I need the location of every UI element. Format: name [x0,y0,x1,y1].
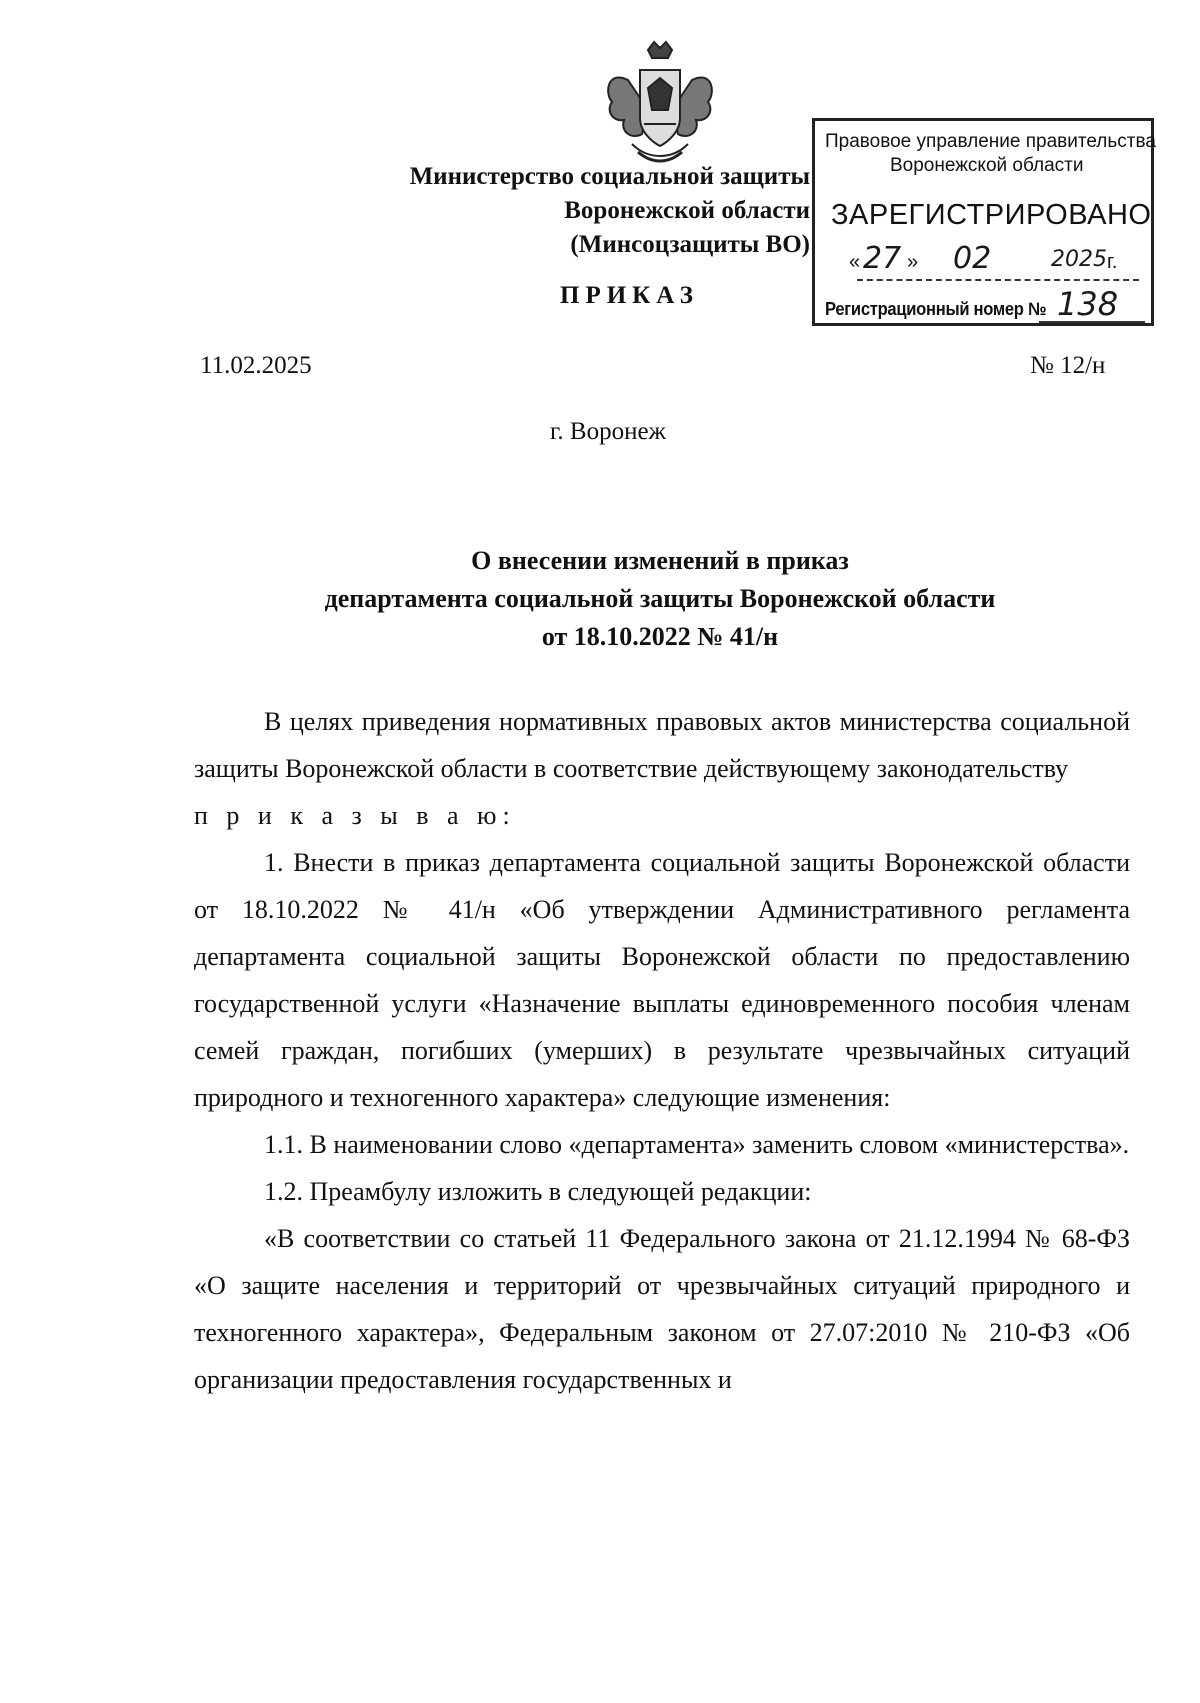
stamp-registration [825,285,1145,325]
body-paragraph-item1-2: 1.2. Преамбулу изложить в следующей редакции: [264,1177,812,1206]
document-type: ПРИКАЗ [560,282,699,309]
stamp-date: « 27 » 02 2025 г. [849,243,1149,283]
stamp-reg-number: 138 [1057,285,1119,323]
title-line2: департамента социальной защиты Воронежской области [324,584,996,613]
stamp-day: 27 [863,241,902,276]
body-paragraph-preamble: В целях приведения нормативных правовых актов министерства социальной защиты Воронежской области в соответствие действующему законодательству [194,707,1130,783]
org-name-line2: Воронежской области [564,197,810,224]
title-line1: О внесении изменений в приказ [471,546,849,575]
coat-of-arms-emblem [598,40,722,168]
title-line3: от 18.10.2022 № 41/н [541,622,779,651]
document-title [210,542,1110,656]
body-order-word: п р и к а з ы в а ю: [194,801,516,830]
document-city: г. Воронеж [550,418,666,445]
stamp-authority-line2: Воронежской области [890,155,1084,176]
stamp-month: 02 [953,241,992,276]
stamp-year-suffix: г. [1107,251,1118,273]
org-name-line3: (Минсоцзащиты ВО) [570,231,810,258]
body-paragraph-item1-1: 1.1. В наименовании слово «департамента» заменить словом «министерства». [264,1130,1130,1159]
stamp-year: 2025 [1051,247,1107,272]
stamp-status: ЗАРЕГИСТРИРОВАНО [831,199,1152,231]
body-paragraph-quote: «В соответствии со статьей 11 Федерального закона от 21.12.1994 № 68-ФЗ «О защите населения и территорий от чрезвычайных ситуаций природного и техногенного характера», Федеральным законом от 27.07:2010 № 210-ФЗ «Об организации предоставления государственных и [194,1224,1130,1394]
document-number: № 12/н [1030,352,1106,379]
document-body [194,698,1130,1403]
registration-stamp [812,118,1154,326]
organization-header [380,160,810,262]
body-paragraph-item1: 1. Внести в приказ департамента социальной защиты Воронежской области от 18.10.2022 № 41/н «Об утверждении Административного регламента департамента социальной защиты Воронежской области по предоставлению государственной услуги «Назначение выплаты единовременного пособия членам семей граждан, погибших (умерших) в результате чрезвычайных ситуаций природного и техногенного характера» следующие изменения: [194,848,1130,1112]
stamp-reg-label: Регистрационный номер № [825,299,1047,319]
stamp-authority-line1: Правовое управление правительства [825,131,1156,152]
document-date: 11.02.2025 [200,352,312,379]
org-name-line1: Министерство социальной защиты [409,163,810,190]
